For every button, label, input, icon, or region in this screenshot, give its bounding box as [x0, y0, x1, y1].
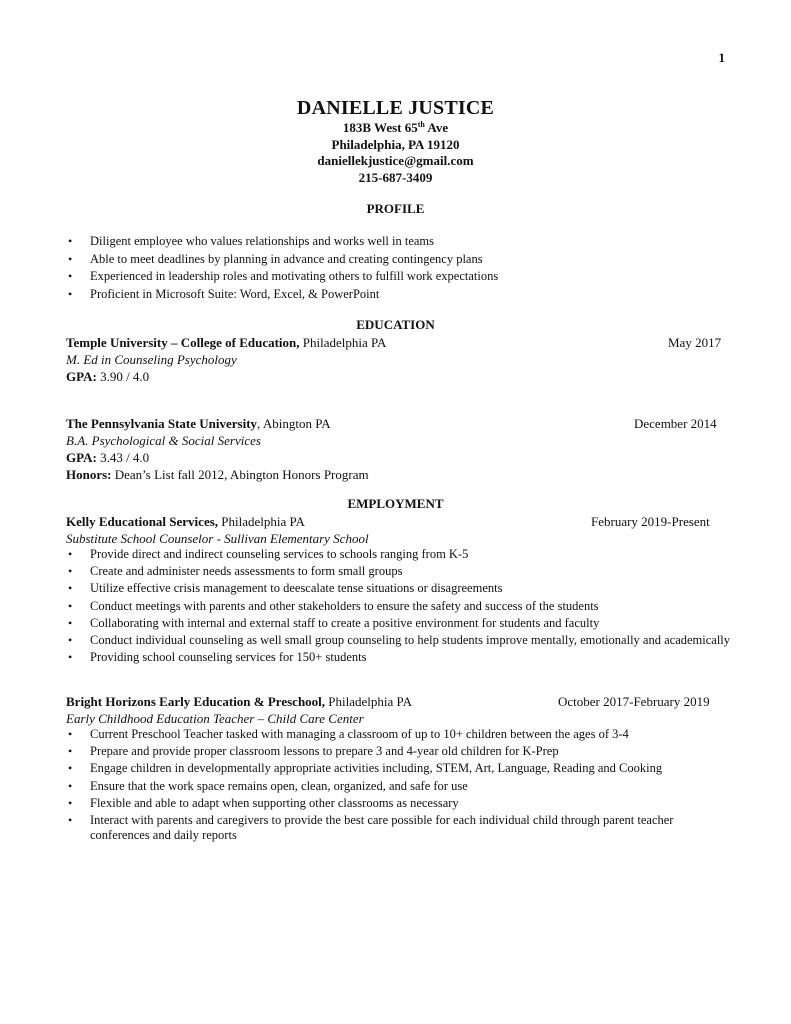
- duty-item: • Flexible and able to adapt when supporting other classrooms as necessary: [66, 796, 731, 811]
- job-title: Early Childhood Education Teacher – Child Care Center: [66, 711, 364, 726]
- duty-item: • Prepare and provide proper classroom lessons to prepare 3 and 4-year old children for K-Prep: [66, 744, 731, 759]
- education-date: May 2017: [668, 335, 722, 350]
- duty-item: • Create and administer needs assessments to form small groups: [66, 564, 731, 579]
- education-entry: [66, 334, 731, 385]
- page-number: 1: [718, 50, 725, 65]
- profile-heading: PROFILE: [366, 201, 425, 216]
- job-dates: October 2017-February 2019: [558, 694, 710, 709]
- resume-header: [0, 96, 791, 186]
- duty-item: • Provide direct and indirect counseling services to schools ranging from K-5: [66, 547, 731, 562]
- city-state-zip: Philadelphia, PA 19120: [331, 136, 460, 152]
- candidate-name: DANIELLE JUSTICE: [296, 97, 495, 119]
- profile-list: [66, 233, 731, 302]
- education-date: December 2014: [634, 416, 717, 431]
- duty-item: • Collaborating with internal and external staff to create a positive environment for students and faculty: [66, 616, 731, 631]
- education-heading: EDUCATION: [356, 317, 435, 332]
- phone-number: 215-687-3409: [358, 169, 433, 185]
- education-entry: [66, 415, 731, 483]
- job-title: Substitute School Counselor - Sullivan Elementary School: [66, 531, 369, 546]
- employer-name: Kelly Educational Services,: [66, 514, 219, 529]
- job-entry: [66, 693, 731, 845]
- job-entry: [66, 513, 731, 667]
- school-location: Philadelphia PA: [299, 335, 387, 350]
- email-address: daniellekjustice@gmail.com: [317, 153, 474, 168]
- gpa: GPA: 3.90 / 4.0: [66, 369, 150, 384]
- duty-item: • Interact with parents and caregivers to provide the best care possible for each individual child through parent teacher conferences and daily reports: [66, 813, 731, 843]
- profile-section: [66, 233, 731, 303]
- profile-item: • Proficient in Microsoft Suite: Word, Excel, & PowerPoint: [66, 286, 731, 302]
- duty-item: • Conduct individual counseling as well small group counseling to help students improve mentally, emotionally and academically: [66, 633, 731, 648]
- duty-item: • Utilize effective crisis management to deescalate tense situations or disagreements: [66, 581, 731, 596]
- job-dates: February 2019-Present: [591, 514, 710, 529]
- school-name: The Pennsylvania State University: [66, 416, 258, 431]
- duty-item: • Current Preschool Teacher tasked with managing a classroom of up to 10+ children between the ages of 3-4: [66, 727, 731, 742]
- profile-item: • Able to meet deadlines by planning in advance and creating contingency plans: [66, 251, 731, 267]
- profile-item: • Experienced in leadership roles and motivating others to fulfill work expectations: [66, 268, 731, 284]
- school-location: , Abington PA: [257, 416, 331, 431]
- degree: M. Ed in Counseling Psychology: [66, 352, 237, 367]
- employer-location: Philadelphia PA: [325, 694, 412, 709]
- gpa: GPA: 3.43 / 4.0: [66, 450, 150, 465]
- street-address: 183B West 65th Ave: [342, 120, 449, 135]
- employer-location: Philadelphia PA: [218, 514, 305, 529]
- degree: B.A. Psychological & Social Services: [66, 433, 261, 448]
- honors: Honors: Dean’s List fall 2012, Abington Honors Program: [66, 467, 369, 482]
- duty-item: • Ensure that the work space remains open, clean, organized, and safe for use: [66, 779, 731, 794]
- school-name: Temple University – College of Education,: [66, 335, 300, 350]
- employer-name: Bright Horizons Early Education & Preschool,: [66, 694, 326, 709]
- job-duties: [66, 547, 731, 665]
- employment-heading: EMPLOYMENT: [347, 496, 444, 511]
- duty-item: • Conduct meetings with parents and other stakeholders to ensure the safety and success of the students: [66, 599, 731, 614]
- profile-item: • Diligent employee who values relationships and works well in teams: [66, 233, 731, 249]
- duty-item: • Providing school counseling services for 150+ students: [66, 650, 731, 665]
- duty-item: • Engage children in developmentally appropriate activities including, STEM, Art, Language, Reading and Cooking: [66, 761, 731, 776]
- job-duties: [66, 727, 731, 843]
